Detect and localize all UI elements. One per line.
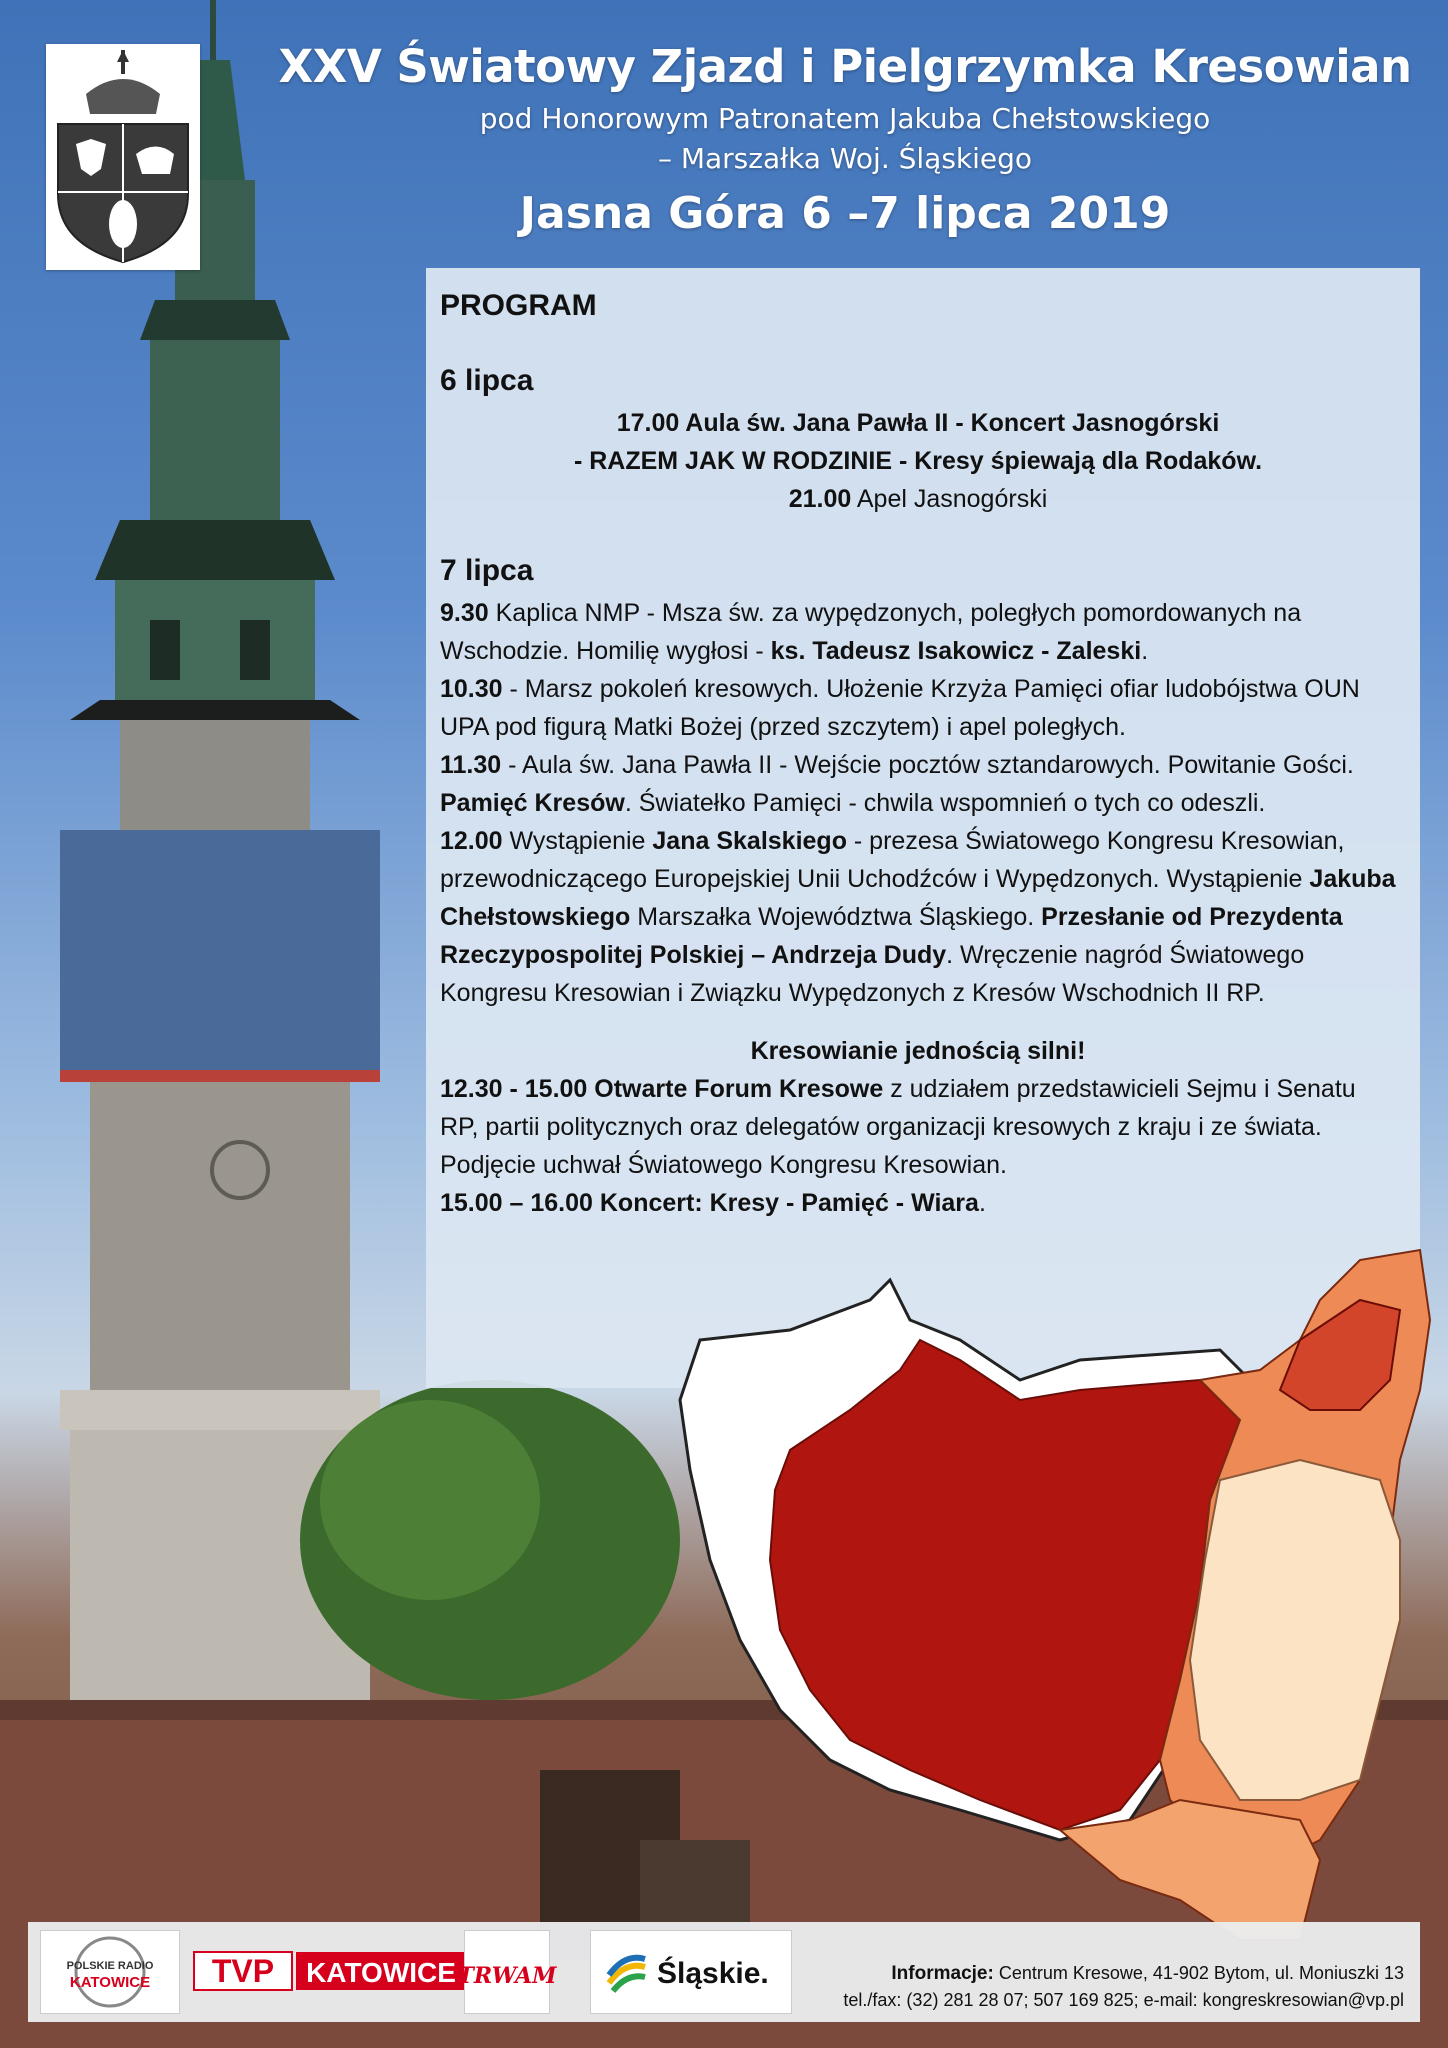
day2-item-mass: 9.30 Kaplica NMP - Msza św. za wypędzonych, poległych pomordowanych na Wschodzie. Homilię wygłosi - ks. Tadeusz Isakowicz - Zaleski. (440, 599, 1302, 665)
svg-text:TVP: TVP (211, 1953, 275, 1989)
svg-text:KATOWICE: KATOWICE (306, 1957, 456, 1988)
day1-heading: 6 lipca (440, 364, 534, 397)
coat-of-arms-emblem (46, 44, 200, 270)
day1-item-3: 21.00 Apel Jasnogórski (788, 485, 1048, 513)
footer-bar (28, 1922, 1420, 2022)
poland-map (660, 1240, 1440, 1960)
tvp-katowice-logo[interactable] (190, 1930, 470, 2012)
svg-text:POLSKIE RADIO: POLSKIE RADIO (66, 1960, 154, 1972)
slaskie-logo[interactable] (590, 1930, 792, 2014)
day2-item-aula: 11.30 - Aula św. Jana Pawła II - Wejście pocztów sztandarowych. Powitanie Gości. Pamięć Kresów. Światełko Pamięci - chwila wspomnień o tych co odeszli. (440, 751, 1354, 817)
event-date: Jasna Góra 6 –7 lipca 2019 (519, 188, 1171, 239)
event-title: XXV Światowy Zjazd i Pielgrzymka Kresowian (278, 40, 1412, 93)
day2-heading: 7 lipca (440, 554, 534, 587)
contact-info (843, 1960, 1404, 2013)
day2-item-forum: 12.30 - 15.00 Otwarte Forum Kresowe z udziałem przedstawicieli Sejmu i Senatu RP, partii politycznych oraz delegatów organizacji kresowych z kraju i ze świata. Podjęcie uchwał Światowego Kongresu Kresowian. (440, 1075, 1356, 1179)
day1-item-1: 17.00 Aula św. Jana Pawła II - Koncert Jasnogórski (616, 409, 1220, 437)
motto: Kresowianie jednością silni! (750, 1037, 1086, 1065)
svg-text:Śląskie.: Śląskie. (657, 1957, 769, 1990)
map-east-light (1190, 1460, 1400, 1800)
svg-text:TRWAM: TRWAM (457, 1963, 557, 1989)
day2-item-speeches: 12.00 Wystąpienie Jana Skalskiego - prezesa Światowego Kongresu Kresowian, przewodniczącego Europejskiej Unii Uchodźców i Wypędzonych. Wystąpienie Jakuba Chełstowskiego Marszałka Województwa Śląskiego. Przesłanie od Prezydenta Rzeczypospolitej Polskiej – Andrzeja Dudy. Wręczenie nagród Światowego Kongresu Kresowian i Związku Wypędzonych z Kresów Wschodnich II RP. (440, 827, 1396, 1007)
patronage-subtitle: pod Honorowym Patronatem Jakuba Chełstowskiego (479, 102, 1211, 135)
svg-text:KATOWICE: KATOWICE (69, 1974, 151, 1991)
address-line: Informacje: Centrum Kresowe, 41-902 Bytom, ul. Moniuszki 13 (891, 1963, 1404, 1984)
tree-image (290, 1360, 680, 1700)
day1-item-2: - RAZEM JAK W RODZINIE - Kresy śpiewają dla Rodaków. (573, 447, 1263, 475)
program-panel (426, 268, 1420, 1388)
day2-item-concert: 15.00 – 16.00 Koncert: Kresy - Pamięć - Wiara. (440, 1189, 986, 1217)
polskie-radio-logo[interactable] (40, 1930, 180, 2014)
day2-item-march: 10.30 - Marsz pokoleń kresowych. Ułożenie Krzyża Pamięci ofiar ludobójstwa OUN UPA pod figurą Matki Bożej (przed szczytem) i apel poległych. (440, 675, 1360, 741)
program-heading: PROGRAM (440, 289, 597, 322)
trwam-logo[interactable] (457, 1930, 557, 2014)
patronage-subtitle-2: – Marszałka Woj. Śląskiego (657, 142, 1033, 175)
contact-line[interactable]: tel./fax: (32) 281 28 07; 507 169 825; e-mail: kongreskresowian@vp.pl (843, 1990, 1404, 2010)
